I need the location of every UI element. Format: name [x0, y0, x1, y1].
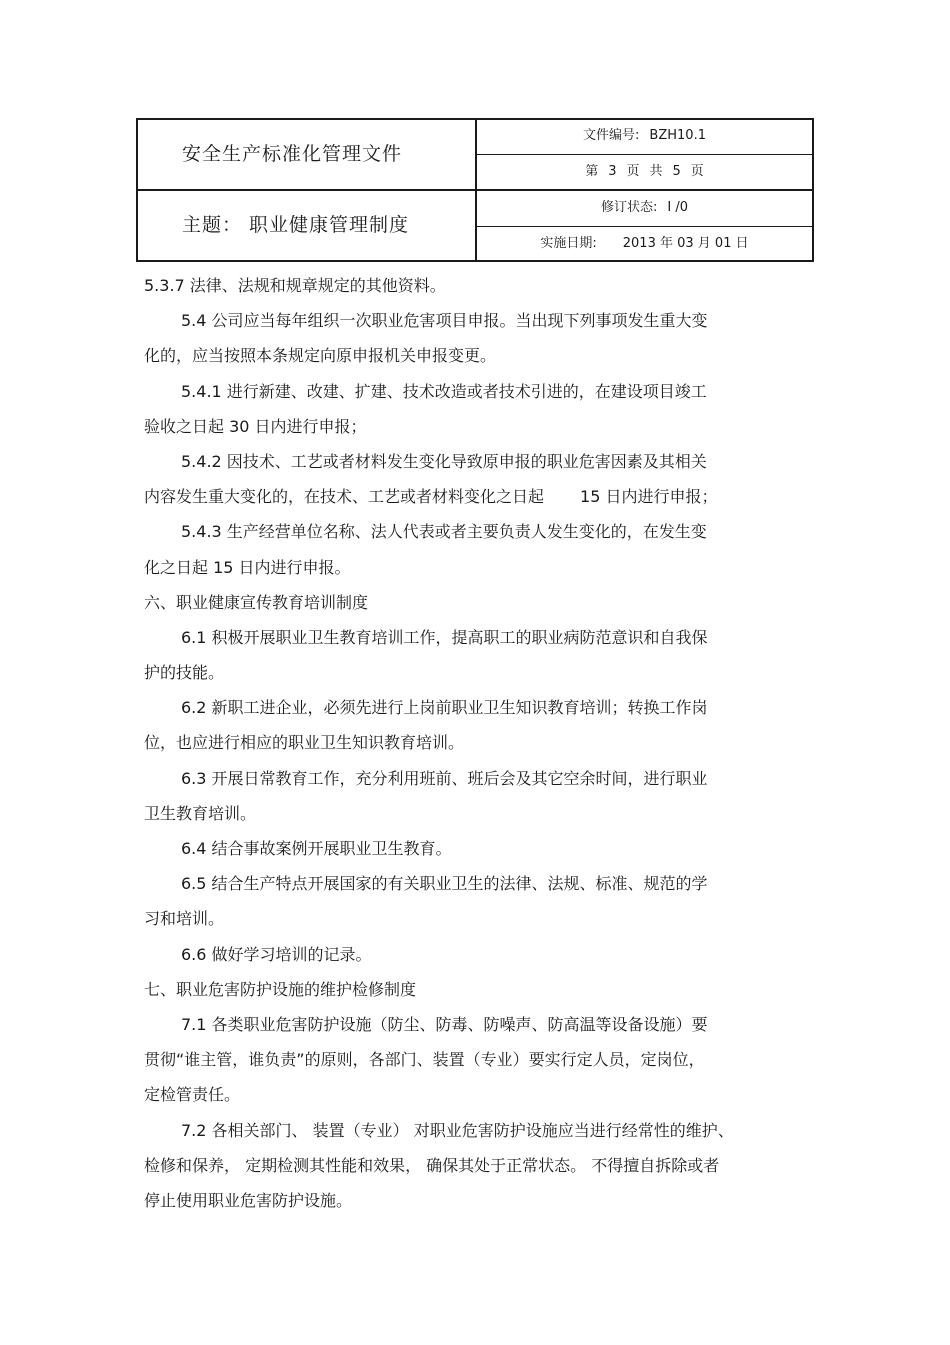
body-line: 停止使用职业危害防护设施。: [144, 1190, 353, 1210]
body-line: 验收之日起 30 日内进行申报；: [144, 416, 367, 436]
body-line: 内容发生重大变化的，在技术、工艺或者材料变化之日起 15 日内进行申报；: [144, 487, 718, 507]
revision-label: 修订状态:: [600, 200, 658, 215]
body-line: 7.2 各相关部门、 装置（专业） 对职业危害防护设施应当进行经常性的维护、: [181, 1120, 734, 1140]
body-line: 6.4 结合事故案例开展职业卫生教育。: [181, 839, 452, 858]
body-line: 5.4.3 生产经营单位名称、法人代表或者主要负责人发生变化的，在发生变: [181, 522, 707, 542]
document-title: 安全生产标准化管理文件: [182, 143, 403, 165]
body-line: 6.2 新职工进企业，必须先进行上岗前职业卫生知识教育培训；转换工作岗: [181, 698, 708, 718]
body-line: 护的技能。: [144, 663, 225, 683]
page-total: 5: [672, 164, 681, 179]
section-heading: 七、职业危害防护设施的维护检修制度: [144, 979, 417, 999]
document-body: [144, 268, 804, 1218]
body-line: 6.6 做好学习培训的记录。: [181, 944, 372, 964]
body-line: 定检管责任。: [144, 1085, 241, 1105]
page-label-di: 第: [585, 164, 599, 179]
revision-cell: [477, 191, 812, 226]
page-label-ye: 页: [626, 164, 640, 179]
effective-date-value: 2013 年 03 月 01 日: [622, 236, 749, 251]
body-line: 5.4.1 进行新建、改建、扩建、技术改造或者技术引进的，在建设项目竣工: [181, 381, 707, 401]
doc-number-label: 文件编号:: [583, 128, 640, 143]
document-header-table: [136, 118, 814, 262]
section-heading: 六、职业健康宣传教育培训制度: [144, 592, 369, 612]
page-number: 3: [608, 164, 617, 179]
doc-number-cell: [477, 120, 812, 154]
body-line: 习和培训。: [144, 909, 225, 929]
body-line: 卫生教育培训。: [144, 803, 257, 823]
body-line: 5.4 公司应当每年组织一次职业危害项目申报。当出现下列事项发生重大变: [181, 311, 708, 331]
body-line: 6.5 结合生产特点开展国家的有关职业卫生的法律、法规、标准、规范的学: [181, 874, 708, 894]
body-line: 5.3.7 法律、法规和规章规定的其他资料。: [144, 276, 446, 295]
effective-date-cell: [477, 227, 812, 262]
page-count-cell: [477, 155, 812, 189]
doc-number-value: BZH10.1: [649, 128, 706, 143]
body-line: 化之日起 15 日内进行申报。: [144, 557, 351, 577]
body-line: 贯彻“谁主管，谁负责”的原则，各部门、装置（专业）要实行定人员，定岗位，: [144, 1050, 705, 1070]
page-label-ye2: 页: [690, 164, 704, 179]
body-line: 6.3 开展日常教育工作，充分利用班前、班后会及其它空余时间，进行职业: [181, 768, 708, 788]
body-line: 5.4.2 因技术、工艺或者材料发生变化导致原申报的职业危害因素及其相关: [181, 451, 707, 471]
body-line: 检修和保养， 定期检测其性能和效果， 确保其处于正常状态。 不得擅自拆除或者: [144, 1155, 720, 1175]
body-line: 6.1 积极开展职业卫生教育培训工作，提高职工的职业病防范意识和自我保: [181, 627, 708, 647]
revision-value: I /0: [667, 200, 688, 215]
document-subject: 主题： 职业健康管理制度: [182, 214, 410, 236]
page-label-gong: 共: [649, 164, 663, 179]
body-line: 7.1 各类职业危害防护设施（防尘、防毒、防噪声、防高温等设备设施）要: [181, 1014, 708, 1034]
body-line: 位，也应进行相应的职业卫生知识教育培训。: [144, 733, 465, 753]
body-line: 化的，应当按照本条规定向原申报机关申报变更。: [144, 346, 497, 366]
effective-date-label: 实施日期:: [540, 236, 597, 251]
